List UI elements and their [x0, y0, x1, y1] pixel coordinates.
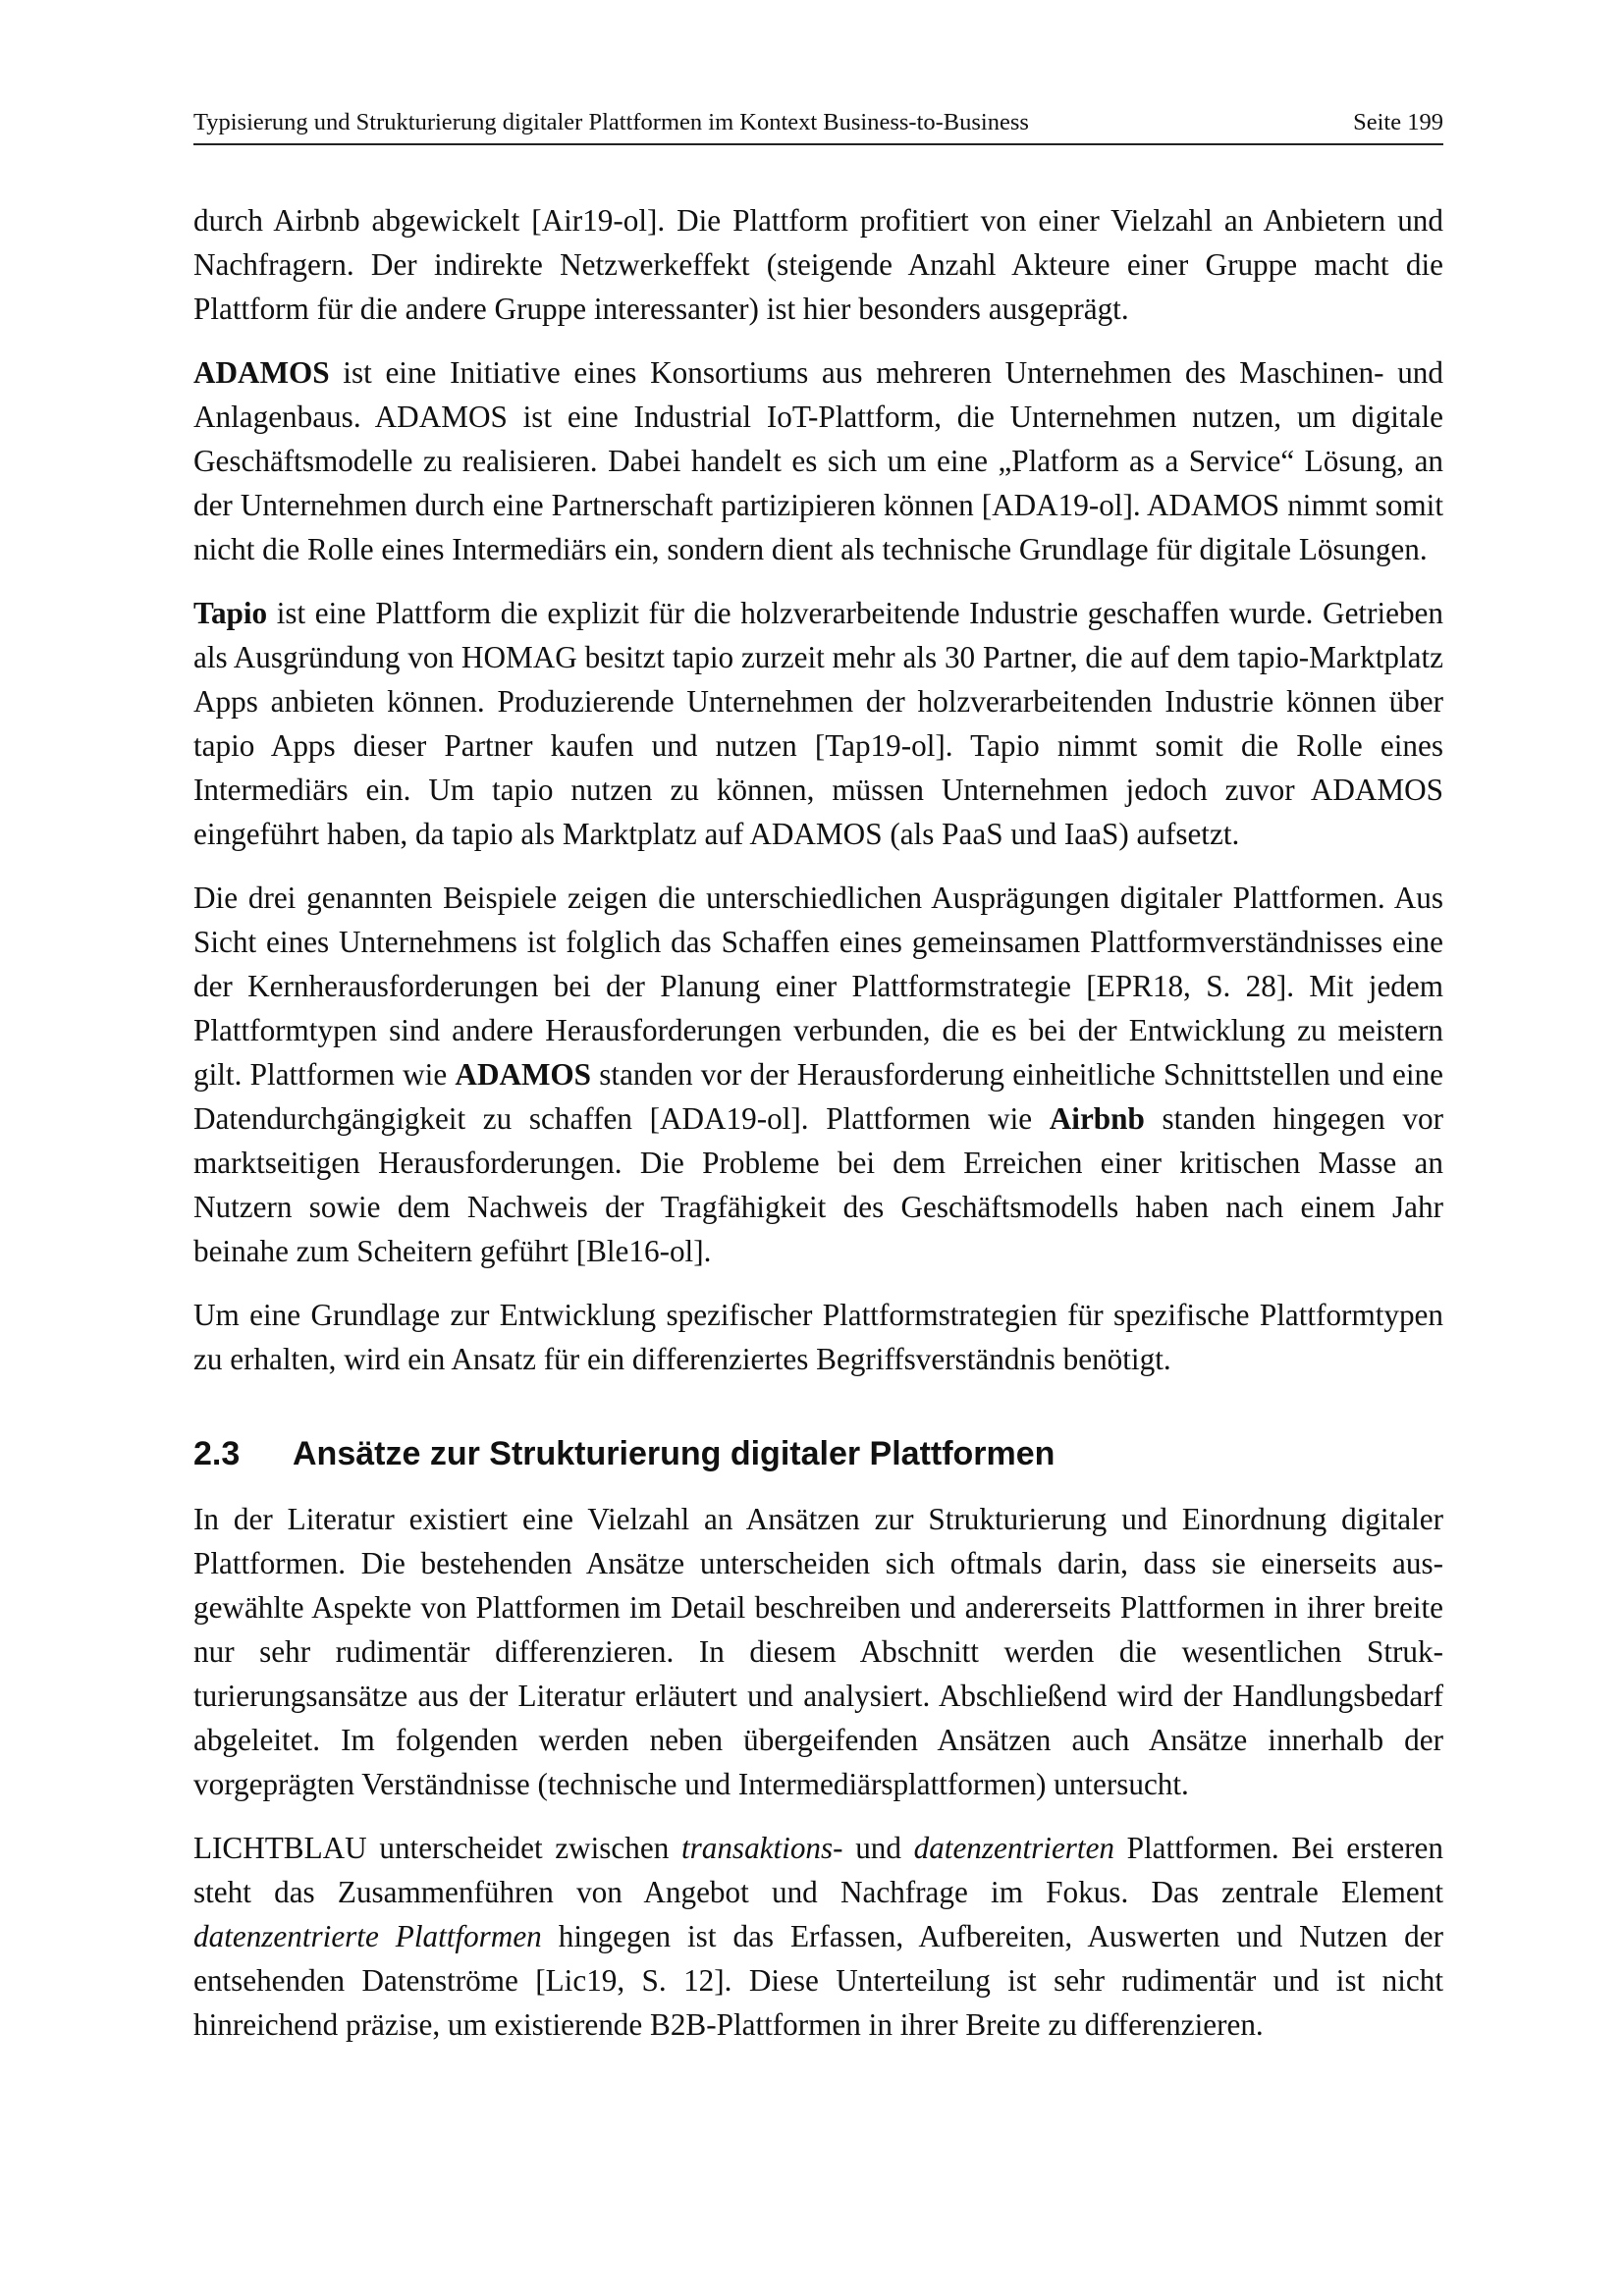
- paragraph-text: durch Airbnb abgewickelt [Air19-ol]. Die Plattform profitiert von einer Vielzahl an Anbietern und Nachfragern. Der indirekte Netzwerkeffekt (steigende Anzahl Akteure einer Gruppe macht die Plattform für die andere Gruppe interessanter) ist hier besonders ausgeprägt.: [193, 203, 1443, 326]
- paragraph-lichtblau: [193, 1826, 1443, 2047]
- term-transaktions: transaktions-: [680, 1831, 843, 1865]
- running-header-title: Typisierung und Strukturierung digitaler Plattformen im Kontext Business-to-Business: [193, 109, 1029, 135]
- paragraph-text: hingegen ist das Erfassen, Aufbereiten, Auswerten und Nutzen der entsehenden Datenströme [Lic19, S. 12]. Diese Unterteilung ist sehr rudimentär und ist nicht hinreichend präzise, um existierende B2B-Plattformen in ihrer Breite zu differenzieren.: [193, 1919, 1444, 2042]
- body-text: [193, 198, 1443, 2066]
- paragraph-basis: [193, 1293, 1443, 1381]
- paragraph-adamos: [193, 350, 1443, 571]
- paragraph-text: standen vor der Herausforderung einheitliche Schnittstellen und eine Datendurchgängigkeit zu schaffen [ADA19-ol]. Plattformen wie: [193, 1057, 1443, 1136]
- paragraph-text: ist eine Initiative eines Konsortiums aus mehreren Unternehmen des Maschinen- und Anlagenbaus. ADAMOS ist eine Industrial IoT-Plattform, die Unternehmen nutzen, um digitale Geschäftsmodelle zu realisieren. Dabei handelt es sich um eine „Platform as a Service“ Lösung, an der Unternehmen durch eine Partnerschaft partizipieren können [ADA19-ol]. ADAMOS nimmt somit nicht die Rolle eines Intermediärs ein, sondern dient als technische Grundlage für digitale Lösungen.: [193, 355, 1443, 566]
- paragraph-text: Die drei genannten Beispiele zeigen die unterschiedlichen Ausprägungen digitaler Plattformen. Aus Sicht eines Unternehmens ist folglich das Schaffen eines gemeinsamen Plattformverständnisses eine der Kernherausforderungen bei der Planung einer Plattformstrategie [EPR18, S. 28]. Mit jedem Plattformtypen sind andere Herausforderungen verbunden, die es bei der Entwicklung zu meistern gilt. Plattformen wie: [193, 881, 1443, 1092]
- paragraph-text: Um eine Grundlage zur Entwicklung spezifischer Plattformstrategien für spezifische Plattformtypen zu erhalten, wird ein Ansatz für ein differenziertes Begriffsverständnis benötigt.: [193, 1298, 1443, 1376]
- paragraph-airbnb-continuation: [193, 198, 1443, 331]
- term-adamos: ADAMOS: [193, 355, 330, 390]
- paragraph-text: ist eine Plattform die explizit für die holzverarbeitende Industrie geschaffen wurde. Getrieben als Ausgründung von HOMAG besitzt tapio zurzeit mehr als 30 Partner, die auf dem tapio-Marktplatz Apps anbieten können. Produzierende Unternehmen der holzverarbeitenden Industrie können über tapio Apps dieser Partner kaufen und nutzen [Tap19-ol]. Tapio nimmt somit die Rolle eines Intermediärs ein. Um tapio nutzen zu können, müssen Unternehmen jedoch zuvor ADAMOS eingeführt haben, da tapio als Marktplatz auf ADAMOS (als PaaS und IaaS) aufsetzt.: [193, 596, 1443, 851]
- section-heading: [193, 1432, 1443, 1475]
- running-header: [193, 106, 1443, 145]
- term-datenzentrierte-plattformen: datenzentrierte Plattformen: [193, 1919, 542, 1953]
- paragraph-tapio: [193, 591, 1443, 856]
- term-airbnb: Airbnb: [1049, 1101, 1145, 1136]
- section-number: 2.3: [193, 1435, 241, 1472]
- term-adamos: ADAMOS: [455, 1057, 592, 1092]
- paragraph-examples: [193, 876, 1443, 1273]
- paragraph-literature: [193, 1497, 1443, 1806]
- paragraph-text: In der Literatur existiert eine Vielzahl an Ansätzen zur Strukturierung und Einordnung digitaler Plattformen. Die bestehenden Ansätze unterscheiden sich oftmals darin, dass sie einerseits ausgewählte Aspekte von Plattformen im Detail beschreiben und andererseits Plattformen in ihrer breite nur sehr rudimentär differenzieren. In diesem Abschnitt werden die wesentlichen Strukturierungsansätze aus der Literatur erläutert und analysiert. Abschließend wird der Handlungsbedarf abgeleitet. Im folgenden werden neben übergeifenden Ansätzen auch Ansätze innerhalb der vorgeprägten Verständnisse (technische und Intermediärsplattformen) untersucht.: [193, 1502, 1443, 1801]
- paragraph-text: und: [842, 1831, 914, 1865]
- page-number: Seite 199: [1353, 109, 1443, 135]
- term-tapio: Tapio: [193, 596, 268, 630]
- paragraph-text: standen hingegen vor marktseitigen Herausforderungen. Die Probleme bei dem Erreichen einer kritischen Masse an Nutzern sowie dem Nachweis der Tragfähigkeit des Geschäftsmodells haben nach einem Jahr beinahe zum Scheitern geführt [Ble16-ol].: [193, 1101, 1443, 1268]
- section-title: Ansätze zur Strukturierung digitaler Plattformen: [293, 1435, 1056, 1472]
- term-datenzentrierten: datenzentrierten: [913, 1831, 1115, 1865]
- paragraph-text: Plattformen. Bei ersteren steht das Zusammenführen von Angebot und Nachfrage im Fokus. Das zentrale Element: [193, 1831, 1443, 1909]
- paragraph-text: LICHTBLAU unterscheidet zwischen: [193, 1831, 681, 1865]
